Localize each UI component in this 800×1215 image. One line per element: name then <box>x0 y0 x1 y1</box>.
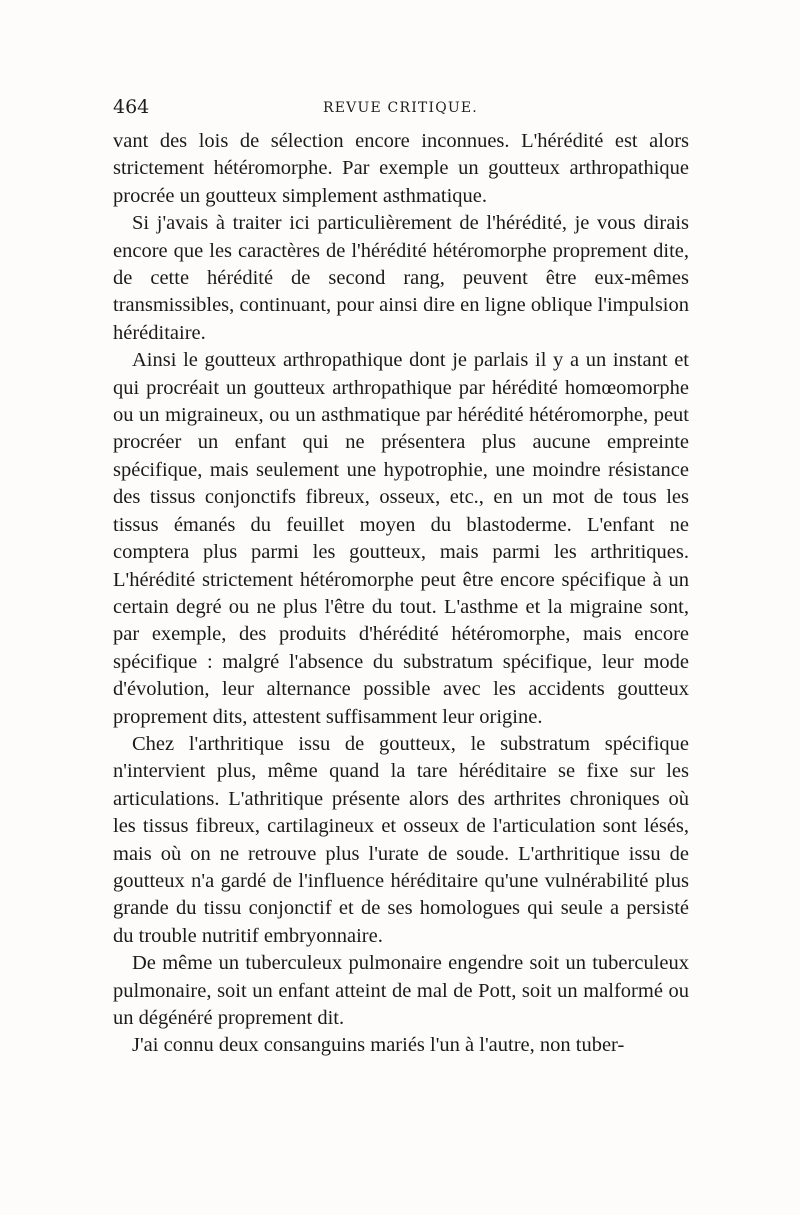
page-number: 464 <box>113 96 150 118</box>
paragraph-heredite-transmissible: Si j'avais à traiter ici particulièrement de l'hérédité, je vous dirais encore que les caractères de l'hérédité hétéromorphe proprement dite, de cette hérédité de second rang, peuvent être eux-mêmes transmissibles, continuant, pour ainsi dire en ligne oblique l'impulsion héréditaire. <box>113 212 689 344</box>
paragraph-continuation: vant des lois de sélection encore inconnues. L'hérédité est alors strictement hétéromorphe. Par exemple un goutteux arthropathique procrée un goutteux simplement asthmatique. <box>113 130 689 207</box>
running-title: REVUE CRITIQUE. <box>323 100 478 116</box>
paragraph-tuberculeux: De même un tuberculeux pulmonaire engendre soit un tuberculeux pulmonaire, soit un enfant atteint de mal de Pott, soit un malformé ou un dégénéré proprement dit. <box>113 952 689 1029</box>
body-text <box>113 128 689 1060</box>
paragraph-goutteux-arthropathique: Ainsi le goutteux arthropathique dont je parlais il y a un instant et qui procréait un goutteux arthropathique par hérédité homœomorphe ou un migraineux, ou un asthmatique par hérédité hétéromorphe, peut procréer un enfant qui ne présentera plus aucune empreinte spécifique, mais seulement une hypotrophie, une moindre résistance des tissus conjonctifs fibreux, osseux, etc., en un mot de tous les tissus émanés du feuillet moyen du blastoderme. L'enfant ne comptera plus parmi les goutteux, mais parmi les arthritiques. L'hérédité strictement hétéromorphe peut être encore spécifique à un certain degré ou ne plus l'être du tout. L'asthme et la migraine sont, par exemple, des produits d'hérédité hétéromorphe, mais encore spécifique : malgré l'absence du substratum spécifique, leur mode d'évolution, leur alternance possible avec les accidents goutteux proprement dits, attestent suffisamment leur origine. <box>113 349 689 728</box>
running-head <box>113 96 691 126</box>
paragraph-consanguins: J'ai connu deux consanguins mariés l'un à l'autre, non tuber- <box>132 1034 625 1057</box>
paragraph-arthritique: Chez l'arthritique issu de goutteux, le substratum spécifique n'intervient plus, même quand la tare héréditaire se fixe sur les articulations. L'athritique présente alors des arthrites chroniques où les tissus fibreux, cartilagineux et osseux de l'articulation sont lésés, mais où on ne retrouve plus l'urate de soude. L'arthritique issu de goutteux n'a gardé de l'influence héréditaire qu'une vulnérabilité plus grande du tissu conjonctif et de ses homologues qui seule a persisté du trouble nutritif embryonnaire. <box>113 732 689 947</box>
